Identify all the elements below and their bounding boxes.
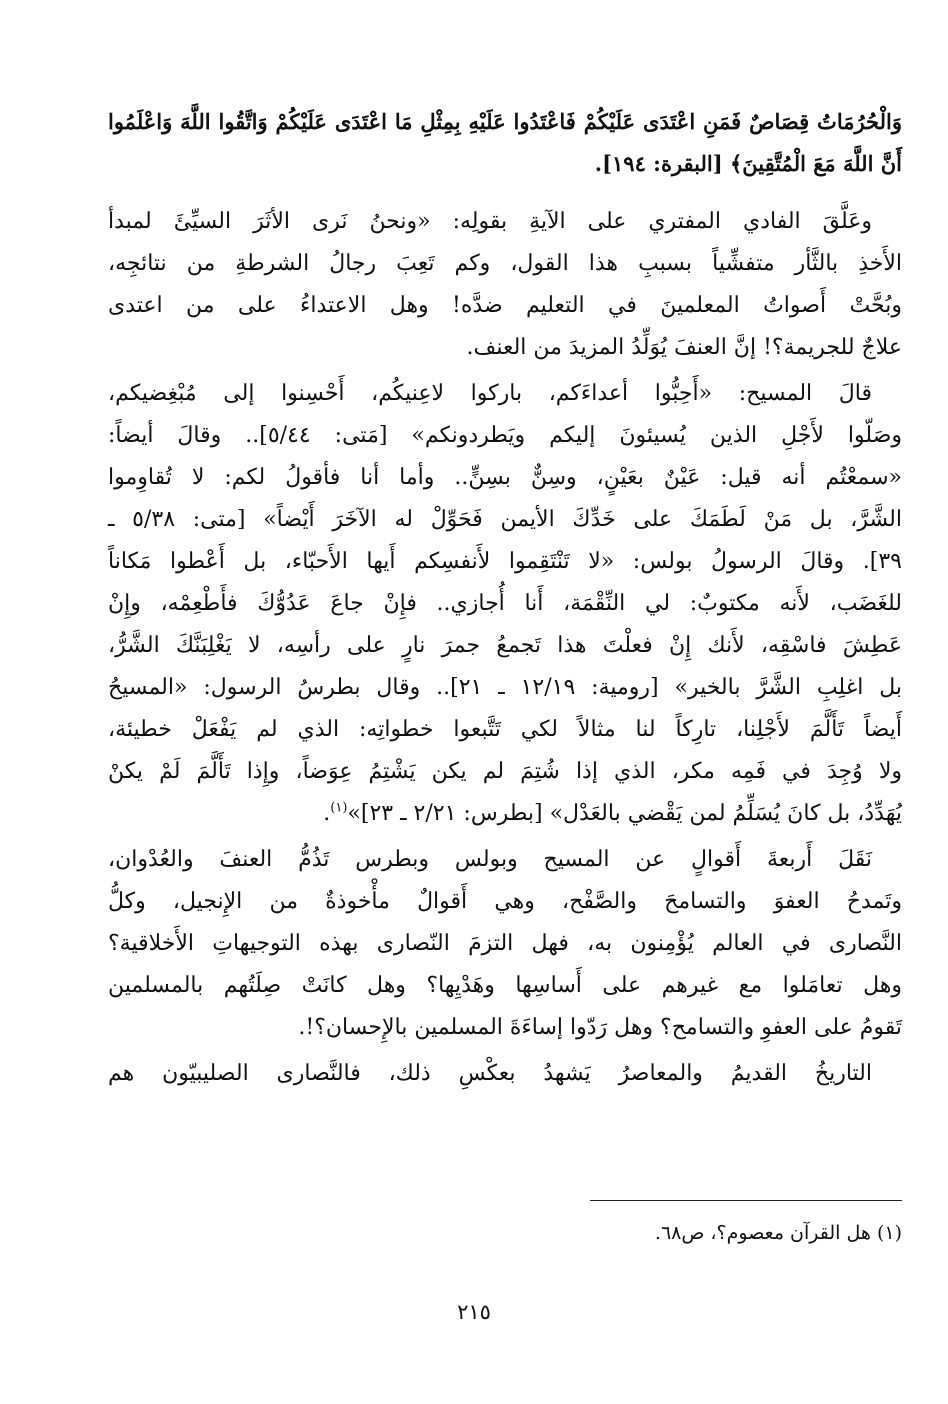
text-line: علاجٌ للجريمة؟! إنَّ العنفَ يُوَلِّدُ المزيدَ من العنف.: [466, 335, 902, 360]
text-segment: يُهَدِّدُ، بل كانَ يُسَلِّمُ لمن يَقْضي بالعَدْل» [بطرس: ٢/٢١ ـ ٢٣]»: [347, 801, 902, 826]
text-line: وعَلَّقَ الفادي المفتري على الآيةِ بقولِه: «ونحنُ نَرى الأثَرَ السيِّئَ لمبدأ: [108, 209, 872, 234]
paragraph: [108, 839, 902, 1049]
text-line: الشَّرَّ، بل مَنْ لَطَمَكَ على خَدِّكَ الأيمن فَحَوِّلْ له الآخَرَ أَيْضاً» [متى: ٥/٣٨ ـ: [108, 507, 902, 532]
text-line: وتَمدحُ العفوَ والتسامحَ والصَّفْح، وهي أَقوالٌ مأْخوذةٌ من الإِنجيل، وكلُّ: [108, 889, 902, 914]
text-line: عَطِشَ فاسْقِه، لأَنك إِنْ فعلْتَ هذا تَجمعُ جمرَ نارٍ على رأسِه، لا يَغْلِبَنَّكَ الشَّرُّ،: [108, 633, 902, 658]
quran-verse-line: وَالْحُرُمَاتُ قِصَاصٌ فَمَنِ اعْتَدَى عَلَيْكُمْ فَاعْتَدُوا عَلَيْهِ بِمِثْلِ مَا اعْتَدَى عَلَيْكُمْ وَاتَّقُوا اللَّهَ وَاعْلَمُوا: [108, 109, 902, 134]
footnote: (١) هل القرآن معصوم؟، ص٦٨.: [654, 1222, 902, 1244]
paragraph: [108, 1053, 902, 1095]
text-line: نَقَلَ أَربعةَ أَقوالٍ عن المسيح وبولس وبطرس تَذُمُّ العنفَ والعُدْوان،: [108, 847, 872, 872]
text-line: قالَ المسيح: «أَحِبُّوا أعداءَكم، باركوا لاعِنيكُم، أَحْسِنوا إلى مُبْغِضيكم،: [108, 381, 872, 406]
text-line: وصَلّوا لأَجْلِ الذين يُسيئونَ إليكم ويَطردونكم» [مَتى: ٥/٤٤].. وقالَ أيضاً:: [108, 423, 902, 448]
text-line: «سمعْتُم أنه قيل: عَيْنٌ بعَيْنٍ، وسِنٌّ بسِنٍّ.. وأما أنا فأقولُ لكم: لا تُقاوِموا: [108, 465, 902, 490]
text-line: تَقومُ على العفوِ والتسامح؟ وهل رَدّوا إساءَةَ المسلمين بالإِحسان؟!.: [298, 1015, 902, 1040]
text-line: أَيضاً تَأَلَّمَ لأَجْلِنا، تارِكاً لنا مثالاً لكي تَتَّبعوا خطواتِه: الذي لم يَفْعَلْ خطيئة،: [108, 717, 902, 742]
text-line: الأَخذِ بالثَّأر متفشِّياً بسببِ هذا القول، وكم تَعِبَ رجالُ الشرطةِ من نتائجِه،: [108, 251, 902, 276]
text-line: للغَضَب، لأَنه مكتوبٌ: لي النِّقْمَة، أَنا أُجازي.. فإِنْ جاعَ عَدُوُّكَ فأَطْعِمْه، وإِنْ: [108, 591, 902, 616]
footnote-separator: [590, 1200, 902, 1201]
text-line: ولا وُجِدَ في فَمِه مكر، الذي إذا شُتِمَ لم يكن يَشْتِمُ عِوَضاً، وإِذا تَأَلَّمَ لَمْ يكنْ: [108, 759, 902, 784]
page-body: [108, 101, 902, 1095]
text-segment: .: [323, 801, 331, 826]
text-line: [108, 793, 902, 835]
text-line: ٣٩]. وقالَ الرسولُ بولس: «لا تَنْتَقِموا لأَنفسِكم أَيها الأَحبّاء، بل أَعْطوا مَكاناً: [108, 549, 902, 574]
text-line: النَّصارى في العالم يُؤْمِنون به، فهل التزمَ النّصارى بهذه التوجيهاتِ الأَخلاقية؟: [108, 931, 902, 956]
text-line: وهل تعامَلوا مع غيرهم على أَساسِها وهَدْيِها؟ وهل كانَتْ صِلَتُهم بالمسلمين: [108, 973, 902, 998]
quran-verse-line: أَنَّ اللَّهَ مَعَ الْمُتَّقِينَ﴾ [البقرة: ١٩٤].: [594, 151, 902, 176]
text-line: وبُحَّتْ أَصواتُ المعلمينَ في التعليم ضدَّه! وهل الاعتداءُ على من اعتدى: [108, 293, 902, 318]
text-line: التاريخُ القديمُ والمعاصرُ يَشهدُ بعكْسِ ذلك، فالنَّصارى الصليبيّون هم: [108, 1061, 872, 1086]
page-number: ٢١٥: [457, 1300, 491, 1324]
paragraph: [108, 373, 902, 835]
text-line: بل اغلِبِ الشَّرَّ بالخير» [رومية: ١٢/١٩ ـ ٢١].. وقال بطرسُ الرسول: «المسيحُ: [108, 675, 902, 700]
paragraph: [108, 201, 902, 369]
footnote-reference[interactable]: (١): [330, 800, 348, 816]
